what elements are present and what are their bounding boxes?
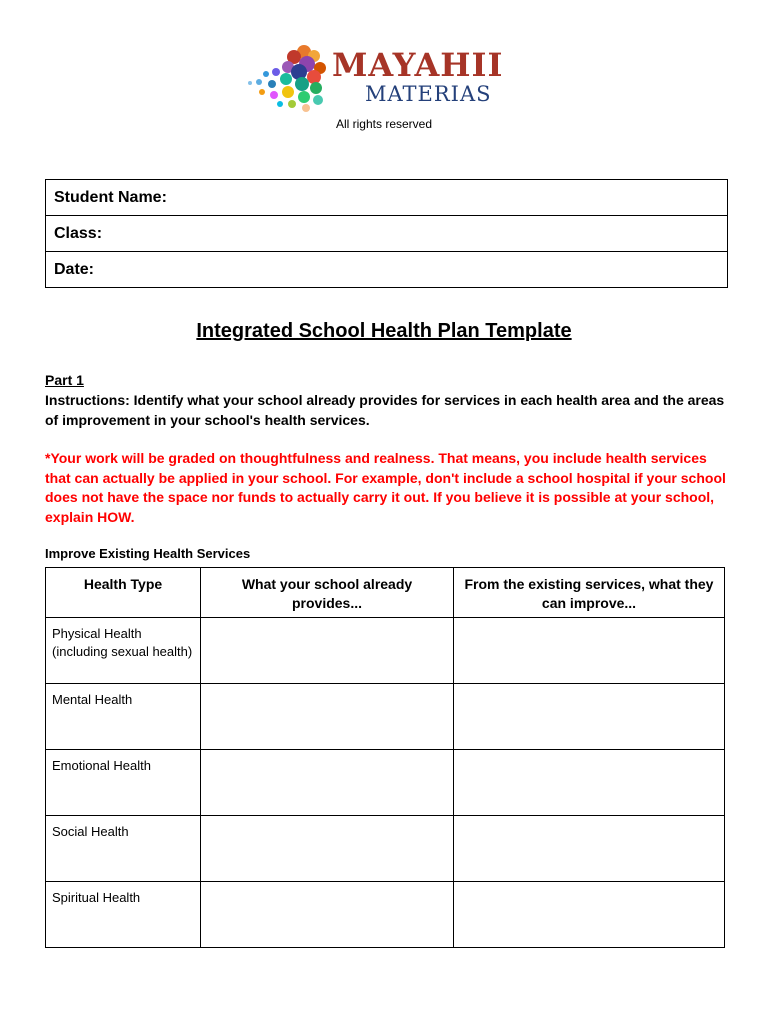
improve-cell[interactable] bbox=[454, 684, 725, 750]
health-services-table bbox=[45, 567, 725, 948]
brand-subtitle: MATERIAS bbox=[365, 82, 492, 106]
health-type-cell: Emotional Health bbox=[46, 750, 201, 816]
table-row bbox=[46, 750, 725, 816]
table-row bbox=[46, 882, 725, 948]
date-row bbox=[46, 252, 728, 288]
provides-cell[interactable] bbox=[201, 816, 454, 882]
table-caption: Improve Existing Health Services bbox=[45, 546, 251, 561]
provides-cell[interactable] bbox=[201, 684, 454, 750]
improve-cell[interactable] bbox=[454, 750, 725, 816]
provides-cell[interactable] bbox=[201, 882, 454, 948]
class-row bbox=[46, 216, 728, 252]
improve-cell[interactable] bbox=[454, 816, 725, 882]
table-row bbox=[46, 618, 725, 684]
health-type-cell: Mental Health bbox=[46, 684, 201, 750]
brand-logo bbox=[244, 42, 524, 114]
health-type-cell: Physical Health (including sexual health) bbox=[46, 618, 201, 684]
rights-notice: All rights reserved bbox=[335, 117, 433, 131]
student-info-table bbox=[45, 179, 728, 288]
table-header-row bbox=[46, 568, 725, 618]
class-field[interactable]: Class: bbox=[46, 216, 728, 252]
improve-cell[interactable] bbox=[454, 618, 725, 684]
grading-note: *Your work will be graded on thoughtfulness and realness. That means, you include health services that can actually be applied in your school. For example, don't include a school hospital if your school does not have the space nor funds to actually carry it out. If you believe it is possible at your school, explain HOW. bbox=[45, 450, 726, 526]
instructions-text: Instructions: Identify what your school already provides for services in each health area and the areas of improvement in your school's health services. bbox=[45, 392, 725, 428]
table-row bbox=[46, 816, 725, 882]
header-can-improve: From the existing services, what they can improve... bbox=[454, 568, 725, 618]
health-type-cell: Social Health bbox=[46, 816, 201, 882]
page-title: Integrated School Health Plan Template bbox=[196, 320, 572, 342]
health-type-cell: Spiritual Health bbox=[46, 882, 201, 948]
student-name-field[interactable]: Student Name: bbox=[46, 180, 728, 216]
header-health-type: Health Type bbox=[46, 568, 201, 618]
provides-cell[interactable] bbox=[201, 750, 454, 816]
improve-cell[interactable] bbox=[454, 882, 725, 948]
part-heading: Part 1 bbox=[45, 372, 84, 388]
student-name-row bbox=[46, 180, 728, 216]
header-school-provides: What your school already provides... bbox=[201, 568, 454, 618]
table-row bbox=[46, 684, 725, 750]
date-field[interactable]: Date: bbox=[46, 252, 728, 288]
colorful-head-profile-logo-icon bbox=[244, 42, 330, 114]
brand-name: MAYAHII bbox=[332, 46, 504, 84]
provides-cell[interactable] bbox=[201, 618, 454, 684]
